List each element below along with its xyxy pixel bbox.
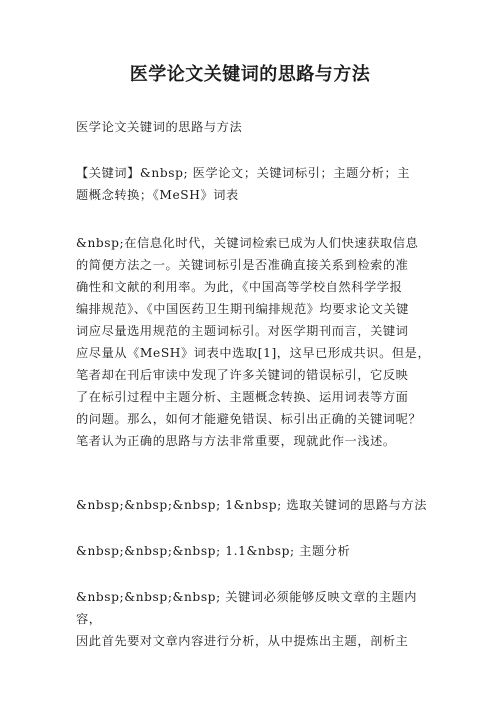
document-title: 医学论文关键词的思路与方法 <box>129 64 371 85</box>
document-subtitle: 医学论文关键词的思路与方法 <box>76 120 243 134</box>
section-heading-1-1: &nbsp;&nbsp;&nbsp; 1.1&nbsp; 主题分析 <box>76 544 351 558</box>
introduction-paragraph: &nbsp;在信息化时代，关键词检索已成为人们快速获取信息 的简便方法之一。关键词标引是否准确直接关系到检索的准 确性和文献的利用率。为此，《中国高等学校自然科学学报 编排规范》、《中国医药卫生期刊编排规范》均要求论文关键 词应尽量选用规范的主题词标引。对医学期刊而言，关键词 应尽量从《MeSH》词表中选取[1]，这早已形成共识。但是， 笔者却在刊后审读中发现了许多关键词的错误标引，它反映 了在标引过程中主题分析、主题概念转换、运用词表等方面 的问题。那么，如何才能避免错误、标引出正确的关键词呢？ 笔者认为正确的思路与方法非常重要，现就此作一浅述。 <box>76 236 431 448</box>
keywords-paragraph: 【关键词】&nbsp; 医学论文；关键词标引；主题分析；主 题概念转换；《MeSH》词表 <box>76 166 411 202</box>
section-1-1-paragraph: &nbsp;&nbsp;&nbsp; 关键词必须能够反映文章的主题内容， 因此首先要对文章内容进行分析，从中提炼出主题，剖析主 <box>76 590 418 648</box>
section-heading-1: &nbsp;&nbsp;&nbsp; 1&nbsp; 选取关键词的思路与方法 <box>76 498 428 512</box>
